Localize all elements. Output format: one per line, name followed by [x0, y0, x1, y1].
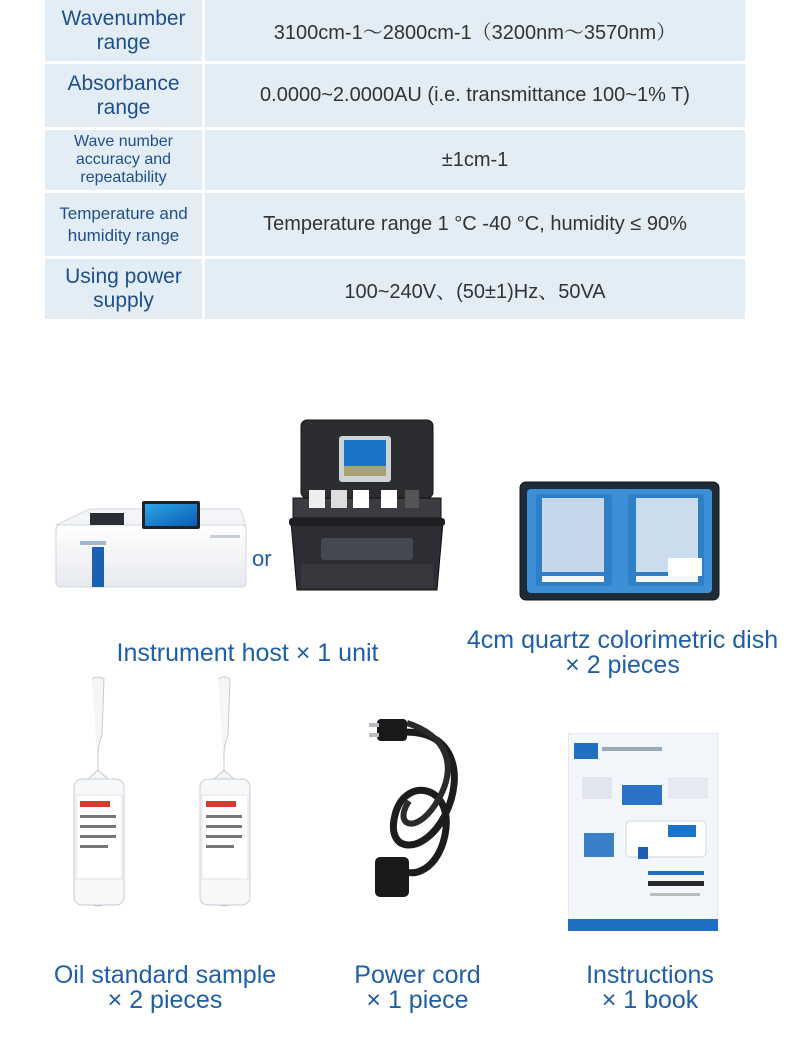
power-cord-label: Power cord	[354, 961, 481, 989]
power-cord-image	[365, 705, 475, 905]
spec-value: ±1cm-1	[205, 130, 745, 190]
spec-label: Wave number accuracy and repeatability	[45, 130, 202, 190]
oil-standard-label: Oil standard sample	[53, 961, 277, 989]
spec-value: 0.0000~2.0000AU (i.e. transmittance 100~1% T)	[205, 64, 745, 127]
instructions-caption	[555, 963, 745, 1013]
spec-row-accuracy	[45, 130, 745, 190]
instructions-quantity: × 1 book	[601, 986, 699, 1014]
benchtop-instrument-image	[50, 495, 250, 595]
power-cord-caption	[320, 963, 515, 1013]
instrument-host-label: Instrument host × 1 unit	[116, 639, 379, 667]
or-text: or	[252, 546, 272, 571]
power-cord-quantity: × 1 piece	[366, 986, 469, 1014]
spec-label: Using power supply	[45, 259, 202, 319]
portable-case-instrument-image	[287, 418, 447, 594]
instruction-manual-image	[568, 733, 718, 931]
instructions-label: Instructions	[586, 961, 714, 989]
spec-value: Temperature range 1 °C -40 °C, humidity ≤ 90%	[205, 193, 745, 256]
spec-row-wavenumber	[45, 0, 745, 61]
spec-value: 3100cm-1〜2800cm-1（3200nm〜3570nm）	[205, 0, 745, 61]
spec-row-absorbance	[45, 64, 745, 127]
quartz-dish-label: 4cm quartz colorimetric dish	[466, 626, 779, 654]
spec-label: Wavenumber range	[45, 0, 202, 61]
quartz-dish-quantity: × 2 pieces	[565, 651, 680, 679]
oil-standard-caption	[30, 963, 300, 1013]
spec-value: 100~240V、(50±1)Hz、50VA	[205, 259, 745, 319]
spec-table	[45, 0, 745, 322]
spec-row-power	[45, 259, 745, 319]
quartz-dish-case-image	[518, 480, 721, 602]
spec-label: Absorbance range	[45, 64, 202, 127]
spec-label: Temperature and humidity range	[45, 193, 202, 256]
spec-row-temperature	[45, 193, 745, 256]
instrument-host-caption	[90, 641, 405, 666]
oil-standard-ampoules-image	[68, 675, 260, 910]
oil-standard-quantity: × 2 pieces	[107, 986, 223, 1014]
quartz-dish-caption	[460, 628, 785, 678]
